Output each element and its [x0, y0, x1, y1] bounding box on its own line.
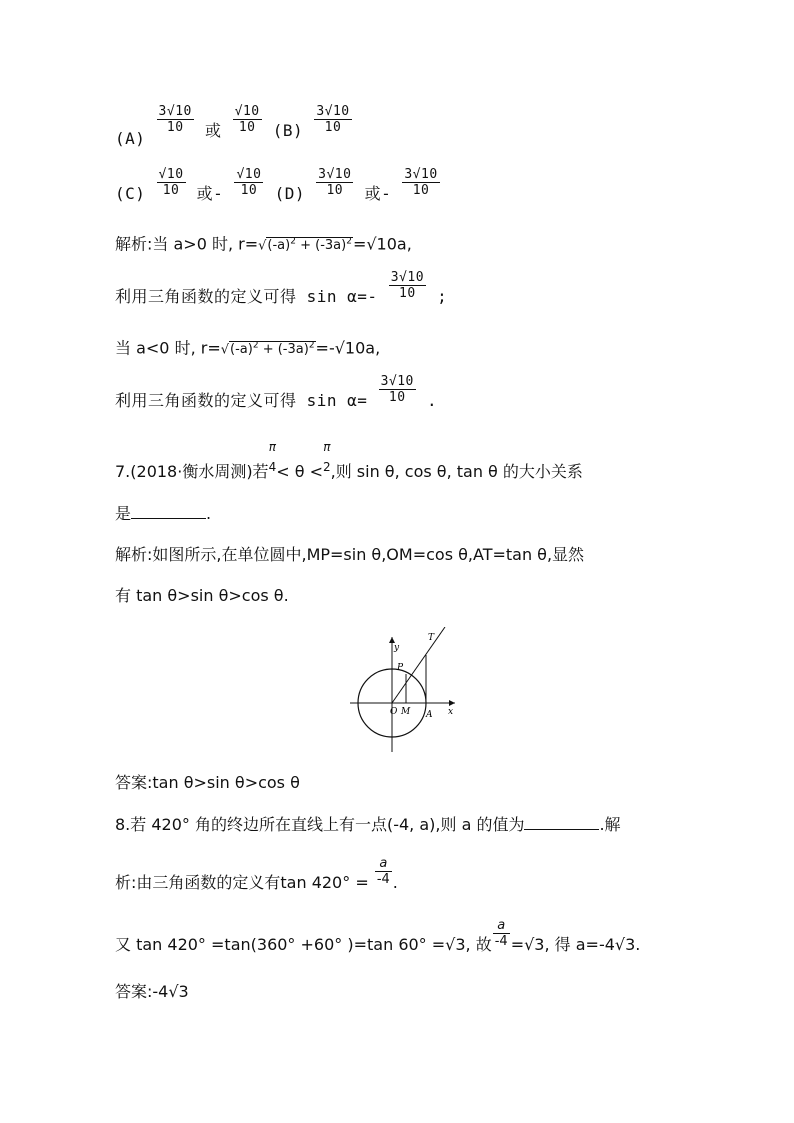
option-d-or: 或- [364, 184, 392, 203]
label-T: T [428, 633, 435, 643]
problem8-fraction-1: $\frac{a}{-4}$ [376, 856, 390, 887]
option-d-label: (D) [274, 184, 305, 203]
solution6-line1: 解析:当 a>0 时, $r=√(-a)^2 + (-3a)^2=√10a$, [115, 234, 412, 254]
problem8-solution-line2: 又 tan 420° =tan(360° +60° )=tan 60° =√3, 故 $\frac{a}{-4}$ =√3, 得 a=-4√3. [115, 918, 641, 954]
solution6-line3: 当 a<0 时, $r=√(-a)^2 + (-3a)^2=-√10a$, [115, 338, 381, 358]
answer-blank-8 [524, 815, 599, 830]
label-x: x [448, 707, 454, 717]
options-row-cd [115, 167, 441, 203]
problem8-answer: 答案:-4√3 [115, 982, 189, 1001]
label-P: P [397, 663, 404, 673]
solution6-line2: 利用三角函数的定义可得 sin α=- $\frac{3√10}{10}$ ; [115, 270, 448, 306]
label-M: M [401, 707, 411, 717]
option-a-fraction-1: $\frac{3√10}{10}$ [158, 104, 192, 135]
problem7-line2: 是 . [115, 504, 212, 523]
option-c-fraction-2: $\frac{√10}{10}$ [236, 167, 262, 198]
option-c-label: (C) [115, 184, 146, 203]
label-A: A [426, 710, 433, 720]
label-O: O [390, 707, 398, 717]
option-b-label: (B) [272, 121, 304, 140]
x-axis-arrow [449, 700, 455, 706]
problem7-answer: 答案:tan θ>sin θ>cos θ [115, 773, 300, 792]
option-a-label: (A) [115, 129, 146, 148]
problem7-solution-line1: 解析:如图所示,在单位圆中,MP=sin θ,OM=cos θ,AT=tan θ,显然 [115, 545, 585, 564]
option-d-fraction-1: $\frac{3√10}{10}$ [318, 167, 352, 198]
option-d-fraction-2: $\frac{3√10}{10}$ [404, 167, 438, 198]
solution6-fraction-2: $\frac{3√10}{10}$ [380, 374, 414, 405]
option-c-or: 或- [196, 184, 224, 203]
solution6-fraction-1: $\frac{3√10}{10}$ [390, 270, 425, 301]
problem8-question: 8.若 420° 角的终边所在直线上有一点(-4, a),则 a 的值为 .解 [115, 815, 621, 834]
problem7-question: 7.(2018·衡水周测)若 π 4 < θ < π 2 ,则 sin θ, cos θ, tan θ 的大小关系 [115, 440, 583, 481]
solution6-line4: 利用三角函数的定义可得 sin α= $\frac{3√10}{10}$ . [115, 374, 438, 410]
option-a-fraction-2: $\frac{√10}{10}$ [234, 104, 260, 135]
answer-blank-7 [131, 504, 206, 519]
option-c-fraction-1: $\frac{√10}{10}$ [158, 167, 184, 198]
problem7-solution-line2: 有 tan θ>sin θ>cos θ. [115, 586, 289, 605]
option-b-fraction: $\frac{3√10}{10}$ [316, 104, 350, 135]
unit-circle-figure [340, 627, 465, 757]
problem8-solution-line1: 析:由三角函数的定义有tan 420° = $\frac{a}{-4}$ . [115, 856, 398, 892]
problem8-fraction-2: $\frac{a}{-4}$ [494, 918, 508, 949]
options-row-ab [115, 104, 353, 148]
label-y: y [394, 643, 400, 653]
option-a-or: 或 [205, 121, 222, 140]
